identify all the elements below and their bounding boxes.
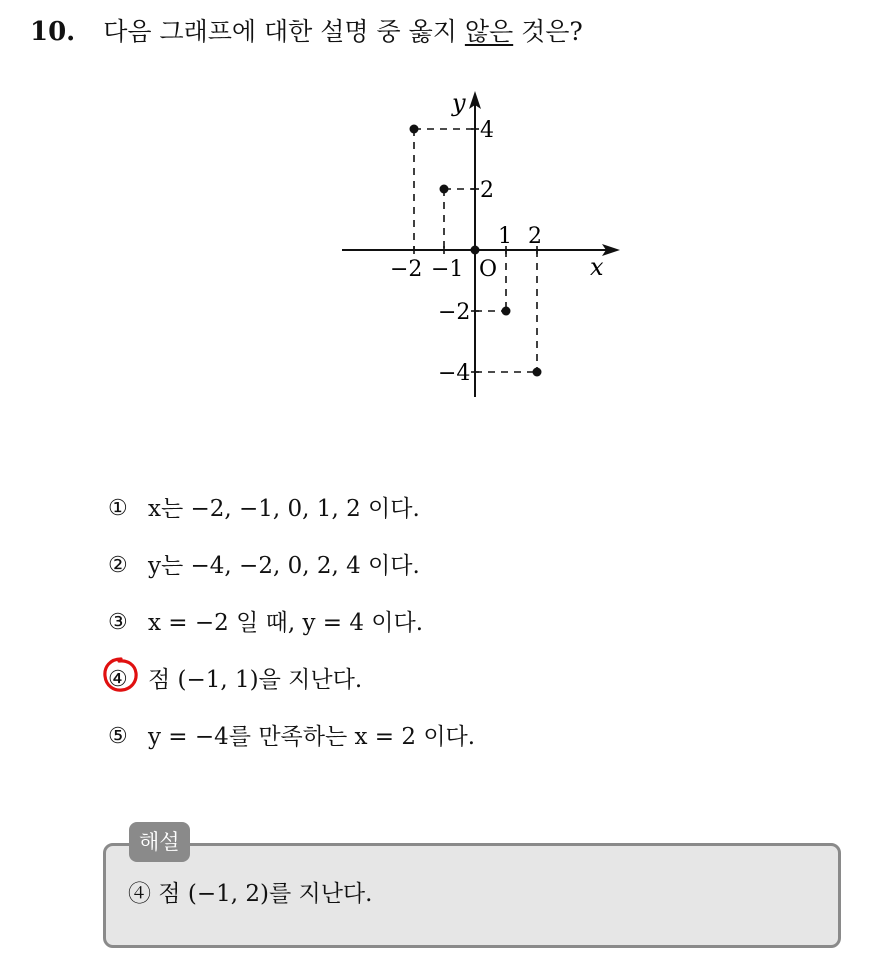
x-tick-label: −1 bbox=[431, 257, 464, 282]
y-tick-label: 4 bbox=[480, 118, 494, 143]
choice-number: ① bbox=[108, 495, 128, 521]
choice-5[interactable] bbox=[108, 708, 475, 765]
x-tick-label: −2 bbox=[390, 257, 423, 282]
question-text-before: 다음 그래프에 대한 설명 중 옳지 bbox=[103, 17, 465, 46]
answer-mark-circle-icon bbox=[102, 656, 140, 694]
choice-text: y는 −4, −2, 0, 2, 4 이다. bbox=[148, 552, 420, 579]
data-point bbox=[471, 246, 480, 255]
choice-number: ② bbox=[108, 552, 128, 578]
choice-text: x는 −2, −1, 0, 1, 2 이다. bbox=[148, 495, 420, 522]
origin-label: O bbox=[479, 257, 498, 282]
choice-text: y = −4를 만족하는 x = 2 이다. bbox=[148, 723, 476, 750]
choice-text: 점 (−1, 1)을 지난다. bbox=[148, 666, 363, 693]
x-tick-label: 2 bbox=[528, 224, 542, 249]
question-text-after: 것은? bbox=[513, 17, 583, 46]
data-point bbox=[502, 307, 511, 316]
solution-text: ④ 점 (−1, 2)를 지난다. bbox=[128, 881, 373, 907]
y-tick-label: −4 bbox=[438, 361, 471, 386]
data-point bbox=[440, 185, 449, 194]
choice-number: ④ bbox=[108, 666, 128, 692]
answer-choices bbox=[108, 480, 475, 765]
data-point bbox=[410, 125, 419, 134]
x-axis-label: x bbox=[590, 253, 604, 281]
choice-2[interactable] bbox=[108, 537, 475, 594]
choice-3[interactable] bbox=[108, 594, 475, 651]
question-text-underlined: 않은 bbox=[464, 17, 514, 46]
choice-number: ③ bbox=[108, 609, 128, 635]
y-axis-label: y bbox=[452, 89, 466, 117]
choice-4[interactable] bbox=[108, 651, 475, 708]
coordinate-graph bbox=[330, 85, 630, 405]
question-number: 10. bbox=[30, 17, 76, 47]
question-text bbox=[103, 12, 583, 48]
choice-text: x = −2 일 때, y = 4 이다. bbox=[148, 609, 424, 636]
x-tick-label: 1 bbox=[498, 224, 512, 249]
data-point bbox=[533, 368, 542, 377]
solution-tag: 해설 bbox=[129, 822, 190, 862]
y-tick-label: −2 bbox=[438, 300, 471, 325]
question bbox=[30, 12, 583, 48]
choice-number: ⑤ bbox=[108, 723, 128, 749]
choice-1[interactable] bbox=[108, 480, 475, 537]
y-tick-label: 2 bbox=[480, 178, 494, 203]
